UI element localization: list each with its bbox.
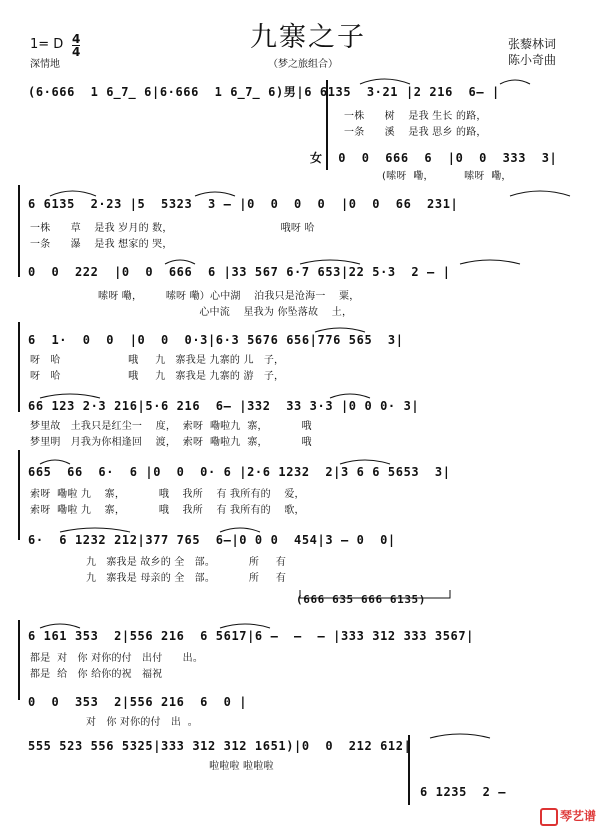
slur (430, 734, 490, 738)
notation-line: 555 523 556 5325|333 312 312 1651)|0 0 212 612| (28, 739, 412, 753)
slur (195, 192, 235, 196)
notation-line: 0 0 353 2|556 216 6 0 | (28, 695, 248, 709)
time-signature-top: 4 (72, 32, 81, 46)
slur (40, 460, 70, 464)
ossia-bracket (300, 590, 450, 598)
lyricist-credit: 张藜林词 (508, 37, 557, 51)
slur (50, 191, 96, 196)
lyric-line: 嗦呀 嘞， 嗦呀 嘞）心中湖 泊我只是沧海一 粟， (98, 291, 360, 302)
slur (220, 624, 270, 628)
lyric-line: 一株 草 是我 岁月的 数， 哦呀 哈 (30, 223, 315, 234)
notation-line: 6 161 353 2|556 216 6 5617|6 – – – |333 312 333 3567| (28, 629, 475, 643)
slur (220, 528, 260, 532)
slur (300, 260, 360, 264)
lyric-line: 一株 树 是我 生长 的路， (344, 111, 487, 122)
slur (330, 394, 370, 398)
notation-line: 6 1235 2 – (420, 785, 507, 799)
lyric-line: 呀 哈 哦 九 寨我是 九寨的 游 子， (30, 371, 285, 382)
tempo-marking: 深情地 (30, 59, 60, 70)
slur (500, 80, 530, 84)
composer-credit: 陈小奇曲 (508, 53, 557, 67)
lyric-line: 啦啦啦 啦啦啦 (30, 761, 274, 772)
time-signature-bottom: 4 (72, 45, 81, 59)
lyric-line: 梦里故 土我只是红尘一 度， 索呀 嘞啦九 寨， 哦 (30, 421, 312, 432)
notation-line: (6·666 1 6̲7̲ 6|6·666 1 6̲7̲ 6)男|6 6135 3·21 |2 216 6– | (28, 85, 500, 99)
notation-line: (666 635 666 6135) (296, 593, 427, 606)
lyric-line: 对 你 对你的付 出 。 (86, 717, 199, 728)
notation-line: 0 0 222 |0 0 666 6 |33 567 6·7 653|22 5·3 2 – | (28, 265, 451, 279)
slur (40, 624, 80, 628)
lyric-line: (嗦呀 嘞， 嗦呀 嘞， (382, 171, 512, 182)
slur (510, 191, 570, 196)
lyric-line: 九 寨我是 母亲的 全 部。 所 有 (86, 573, 287, 584)
lyric-line: 梦里明 月我为你相逢回 渡， 索呀 嘞啦九 寨， 哦 (30, 437, 312, 448)
slur (40, 394, 100, 398)
key-signature: 1= D (30, 37, 64, 52)
lyric-line: 九 寨我是 故乡的 全 部。 所 有 (86, 557, 287, 568)
watermark-text: 琴艺谱 (560, 809, 597, 823)
slur (340, 460, 390, 464)
notation-line: 6 1· 0 0 |0 0 0·3|6·3 5676 656|776 565 3| (28, 333, 404, 347)
lyric-line: 一条 溪 是我 思乡 的路， (344, 127, 487, 138)
notation-line: 6· 6 1232 212|377 765 6–|0 0 0 454|3 – 0 0| (28, 533, 396, 547)
lyric-line: 呀 哈 哦 九 寨我是 九寨的 儿 子， (30, 355, 285, 366)
song-title: 九寨之子 (250, 22, 366, 53)
notation-line: 66 123 2·3 216|5·6 216 6– |332 33 3·3 |0 0 0· 3| (28, 399, 420, 413)
performer-credit: （梦之旅组合） (268, 59, 338, 70)
slur (165, 260, 195, 264)
lyric-line: 一条 瀑 是我 想家的 哭， (30, 239, 173, 250)
slur (360, 79, 410, 84)
lyric-line: 都是 给 你 给你的祝 福祝 (30, 669, 163, 680)
slur (315, 328, 365, 332)
notation-line: 女 0 0 666 6 |0 0 333 3| (310, 151, 558, 165)
lyric-line: 索呀 嘞啦 九 寨， 哦 我所 有 我所有的 歌， (30, 505, 305, 516)
lyric-line: 都是 对 你 对你的付 出付 出。 (30, 653, 204, 664)
lyric-line: 心中流 星我为 你坠落故 土， (98, 307, 353, 318)
slur (460, 260, 520, 264)
lyric-line: 索呀 嘞啦 九 寨， 哦 我所 有 我所有的 爱， (30, 489, 305, 500)
notation-line: 665 66 6· 6 |0 0 0· 6 |2·6 1232 2|3 6 6 5653 3| (28, 465, 451, 479)
logo-icon (540, 808, 558, 826)
slur (60, 528, 130, 532)
notation-line: 6 6135 2·23 |5 5323 3 – |0 0 0 0 |0 0 66 231| (28, 197, 459, 211)
